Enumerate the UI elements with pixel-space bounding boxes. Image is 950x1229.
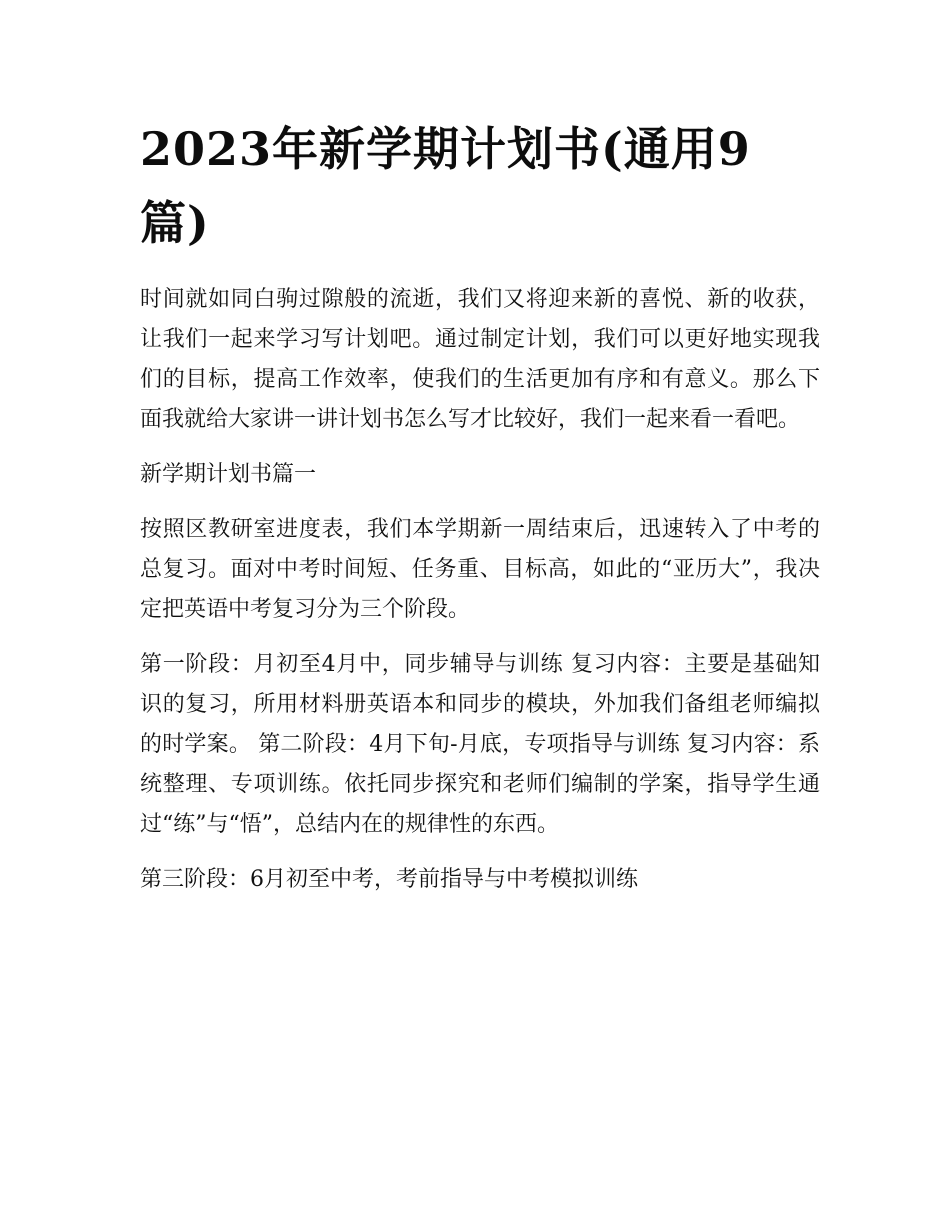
body-paragraph: 第一阶段：月初至4月中，同步辅导与训练 复习内容：主要是基础知识的复习，所用材料册英语本和同步的模块，外加我们备组老师编拟的时学案。 第二阶段：4月下旬-月底，专项指导与训练 复习内容：系统整理、专项训练。依托同步探究和老师们编制的学案，指导学生通过“练”与“悟”，总结内在的规律性的东西。 (140, 652, 820, 837)
section-heading: 新学期计划书篇一 (140, 462, 317, 487)
document-body (140, 280, 820, 915)
body-paragraph: 按照区教研室进度表，我们本学期新一周结束后，迅速转入了中考的总复习。面对中考时间短、任务重、目标高，如此的“亚历大”，我决定把英语中考复习分为三个阶段。 (140, 517, 820, 622)
document-title: 2023年新学期计划书(通用9篇) (140, 122, 751, 250)
intro-paragraph: 时间就如同白驹过隙般的流逝，我们又将迎来新的喜悦、新的收获，让我们一起来学习写计划吧。通过制定计划，我们可以更好地实现我们的目标，提高工作效率，使我们的生活更加有序和有意义。那么下面我就给大家讲一讲计划书怎么写才比较好，我们一起来看一看吧。 (140, 287, 820, 432)
body-paragraph: 第三阶段：6月初至中考，考前指导与中考模拟训练 (140, 867, 638, 892)
